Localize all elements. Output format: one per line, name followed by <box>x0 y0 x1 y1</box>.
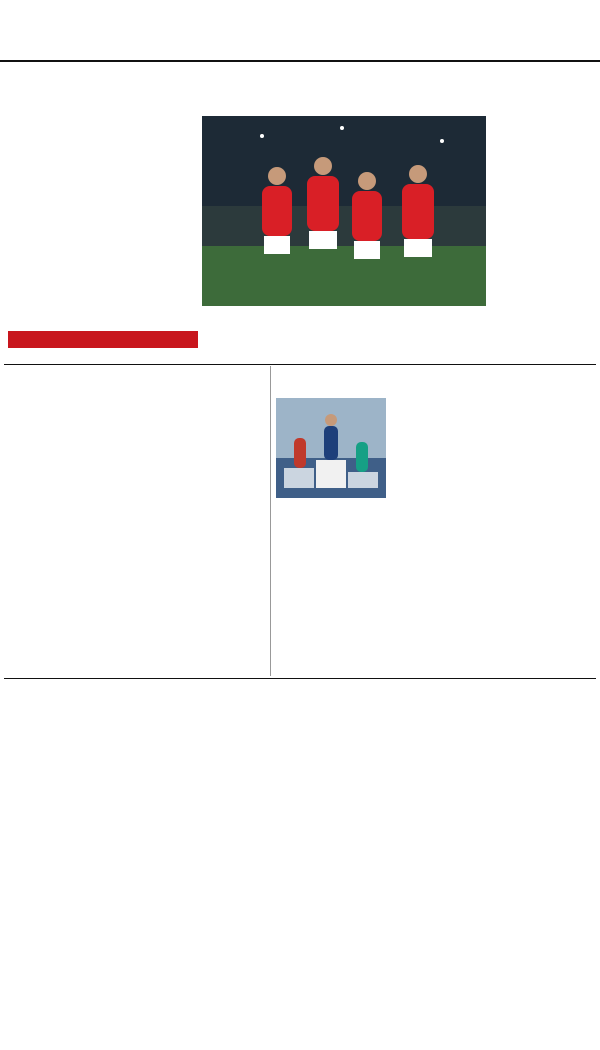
live-broadcast-banner <box>8 331 198 348</box>
a1-col3 <box>104 168 198 328</box>
divider <box>4 364 596 365</box>
a1-under2 <box>298 322 390 362</box>
a2-col2 <box>138 398 266 674</box>
a3-photo <box>276 398 386 498</box>
masthead <box>0 0 600 62</box>
a1-caption <box>202 312 486 322</box>
a3-col1 <box>276 542 386 676</box>
a3-col3 <box>494 398 594 676</box>
a3-col2 <box>390 398 490 676</box>
a3-caption <box>276 504 386 538</box>
column-divider <box>270 366 271 676</box>
a2-col1 <box>6 398 134 674</box>
newspaper-logo <box>128 2 472 60</box>
a1-under1 <box>202 322 294 362</box>
a1-lead <box>8 120 198 166</box>
a1-col-right <box>492 120 594 360</box>
divider <box>4 678 596 679</box>
a1-photo <box>202 116 486 306</box>
a1-under3 <box>394 322 486 362</box>
a1-col2 <box>8 168 100 328</box>
